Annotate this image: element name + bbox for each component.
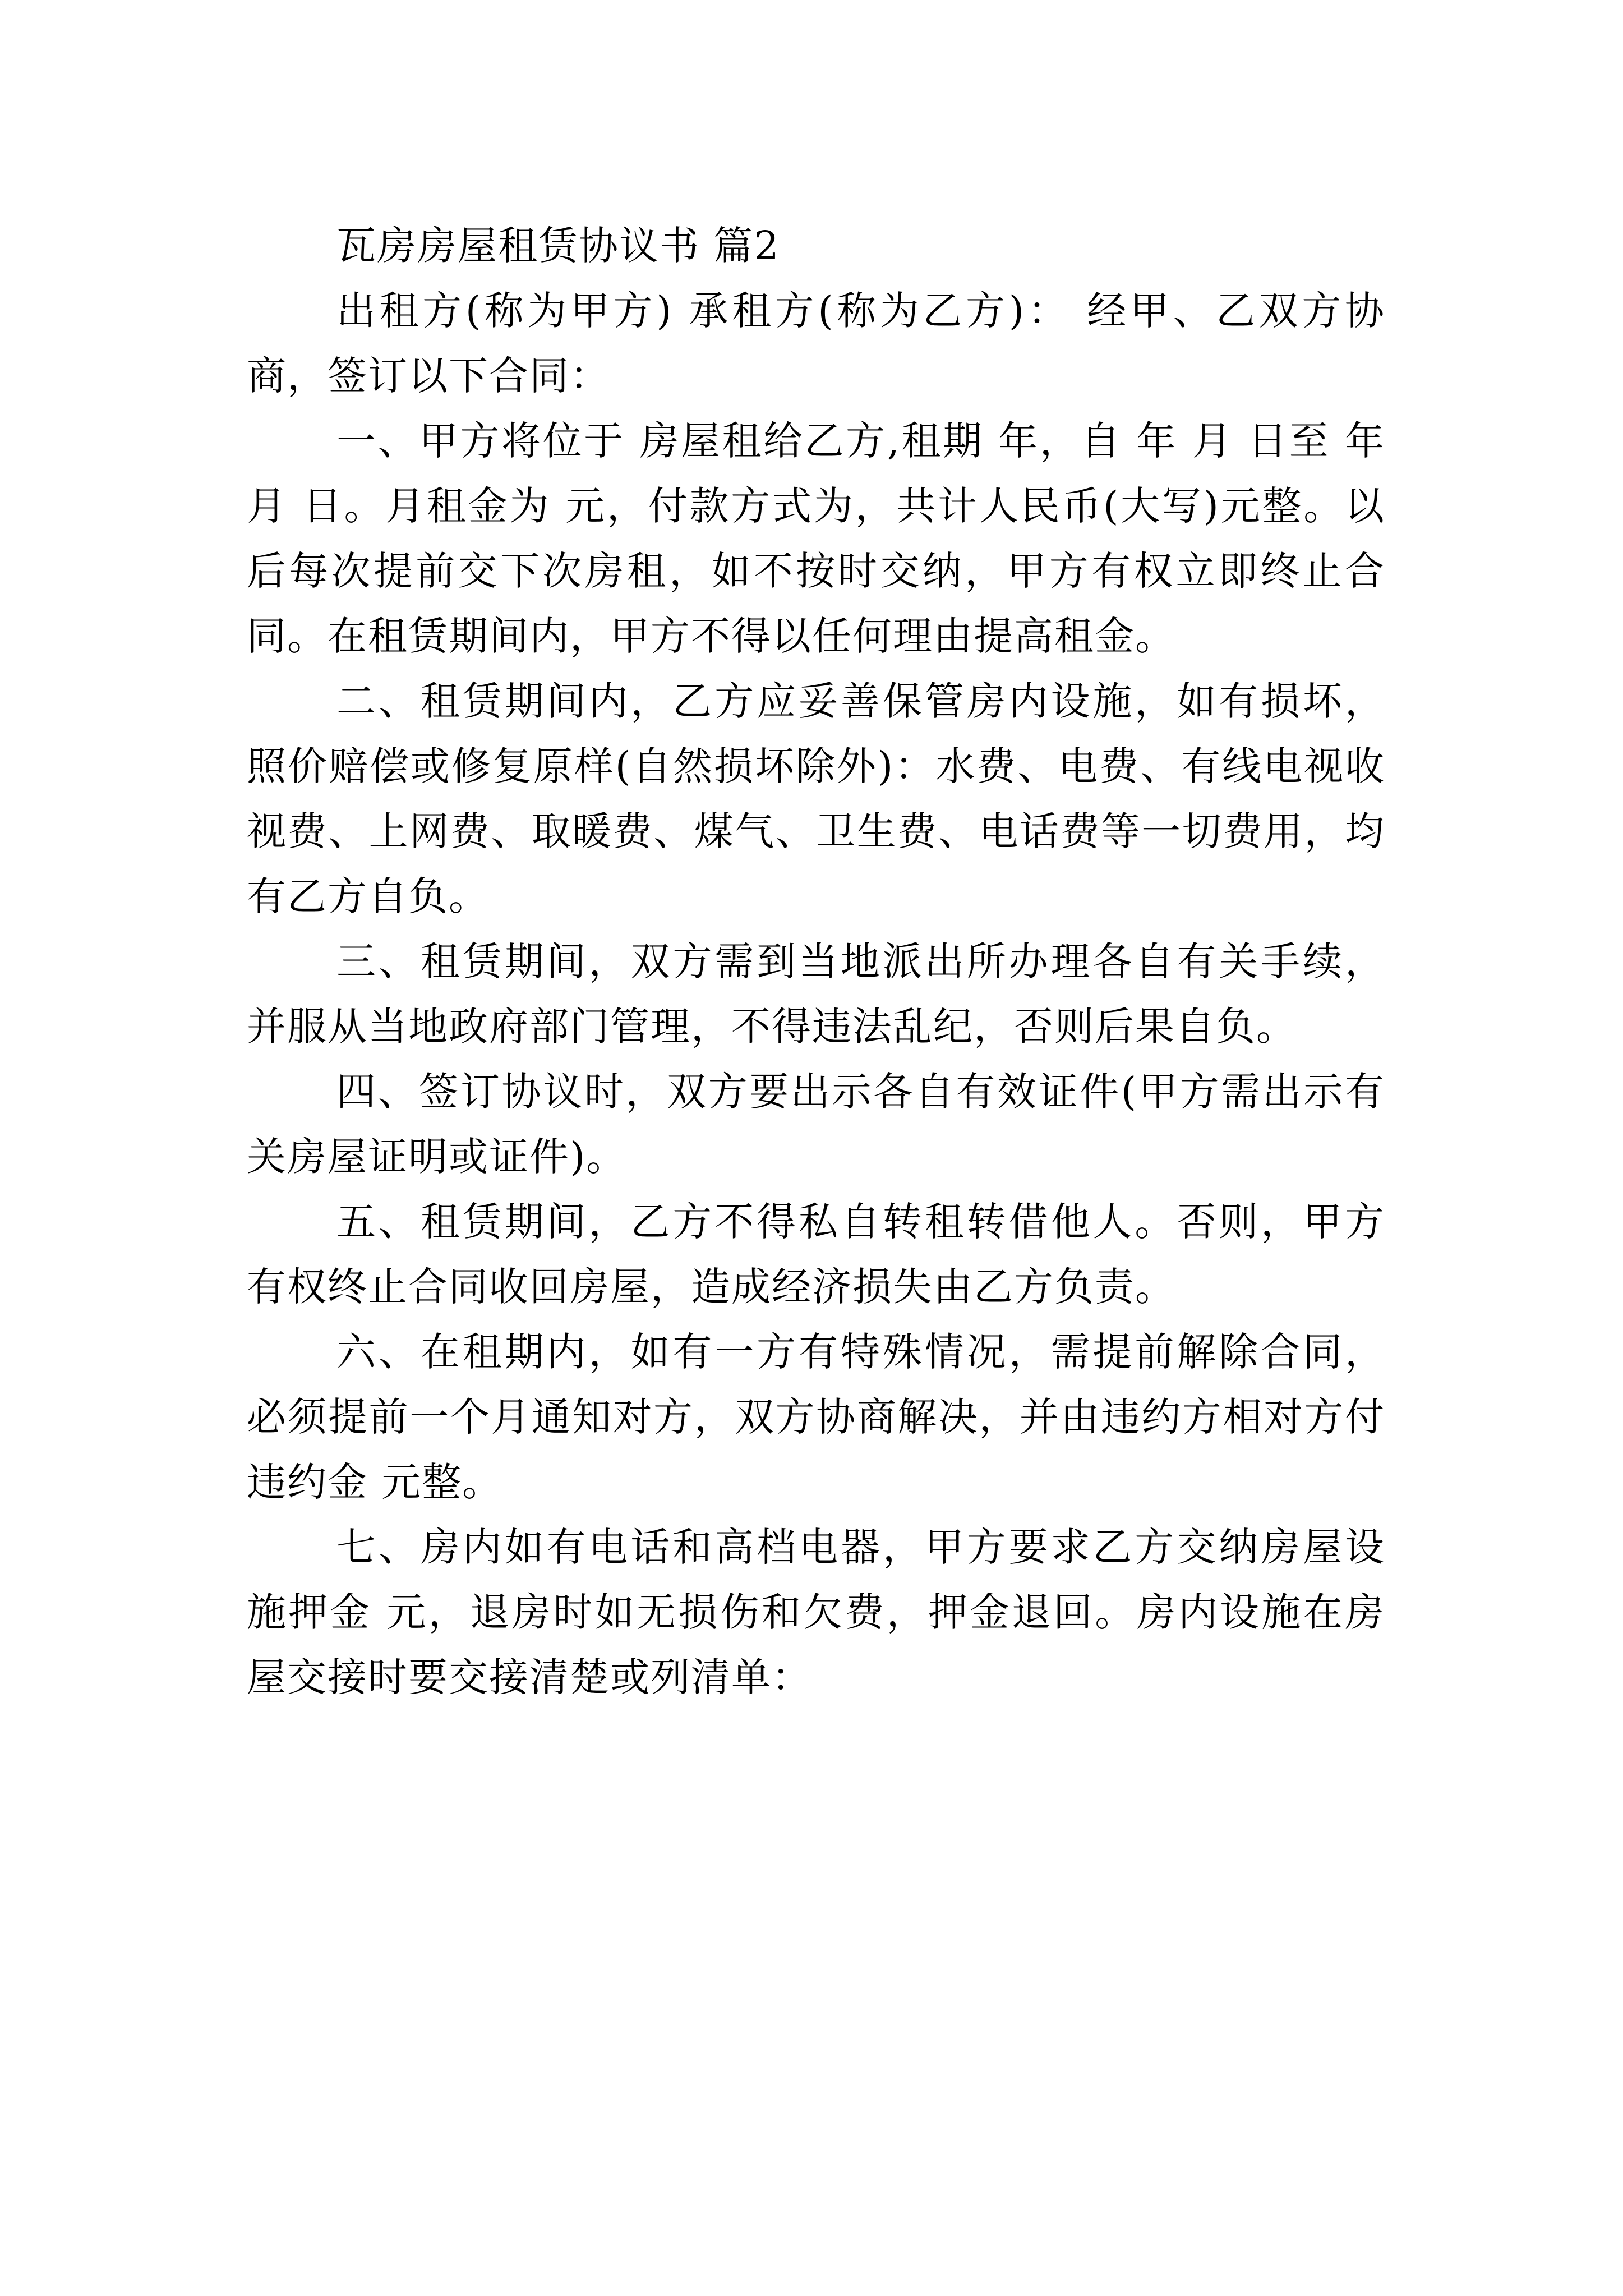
document-body: [247, 213, 1385, 1710]
clause-7: 七、房内如有电话和高档电器，甲方要求乙方交纳房屋设施押金 元，退房时如无损伤和欠费，押金退回。房内设施在房屋交接时要交接清楚或列清单：: [247, 1524, 1385, 1700]
document-title: 瓦房房屋租赁协议书 篇2: [336, 223, 780, 269]
clause-4: 四、签订协议时，双方要出示各自有效证件(甲方需出示有关房屋证明或证件)。: [247, 1069, 1385, 1180]
clause-6: 六、在租期内，如有一方有特殊情况，需提前解除合同，必须提前一个月通知对方，双方协商解决，并由违约方相对方付违约金 元整。: [247, 1329, 1385, 1505]
clause-3: 三、租赁期间，双方需到当地派出所办理各自有关手续，并服从当地政府部门管理，不得违法乱纪，否则后果自负。: [247, 938, 1385, 1050]
clause-2: 二、租赁期间内，乙方应妥善保管房内设施，如有损坏，照价赔偿或修复原样(自然损坏除外)：水费、电费、有线电视收视费、上网费、取暖费、煤气、卫生费、电话费等一切费用，均有乙方自负。: [247, 678, 1385, 919]
paragraph-parties: 出租方(称为甲方) 承租方(称为乙方)： 经甲、乙双方协商，签订以下合同：: [247, 288, 1385, 399]
clause-5: 五、租赁期间，乙方不得私自转租转借他人。否则，甲方有权终止合同收回房屋，造成经济损失由乙方负责。: [247, 1199, 1385, 1310]
clause-1: 一、甲方将位于 房屋租给乙方,租期 年，自 年 月 日至 年 月 日。月租金为 元，付款方式为，共计人民币(大写)元整。以后每次提前交下次房租，如不按时交纳，甲方有权立即终止合同。在租赁期间内，甲方不得以任何理由提高租金。: [247, 418, 1385, 659]
